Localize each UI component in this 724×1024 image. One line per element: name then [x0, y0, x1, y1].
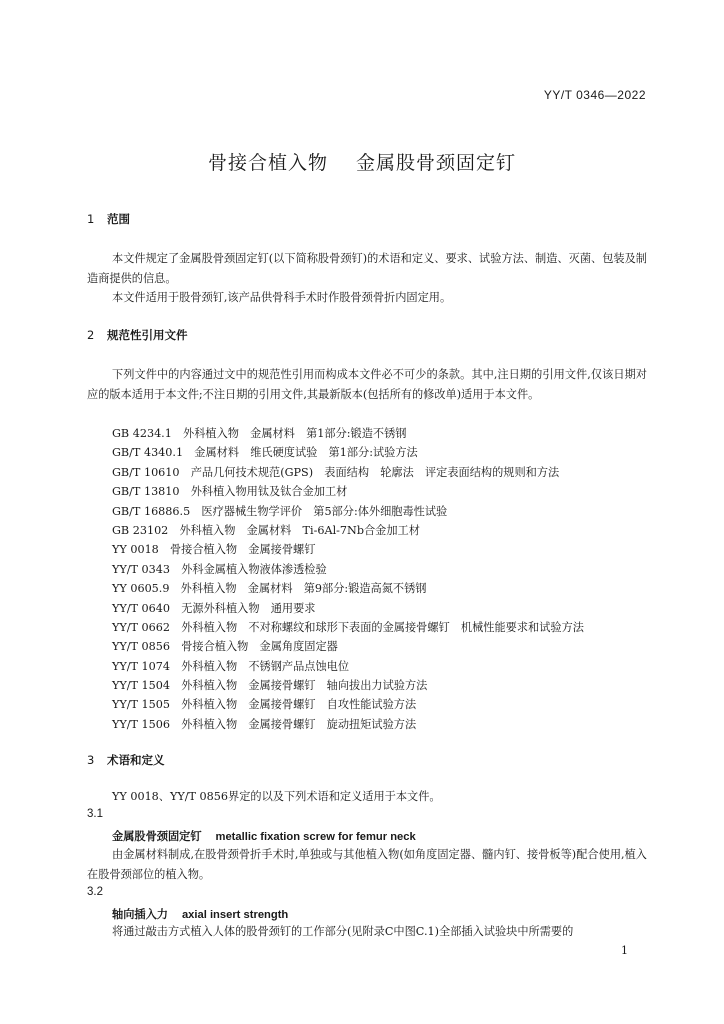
- reference-item: YY/T 0343 外科金属植入物液体渗透检验: [112, 562, 327, 576]
- section-title: 术语和定义: [107, 753, 165, 767]
- reference-item: GB 23102 外科植入物 金属材料 Ti-6Al-7Nb合金加工材: [112, 523, 420, 537]
- reference-item: GB/T 10610 产品几何技术规范(GPS) 表面结构 轮廓法 评定表面结构的规则和方法: [112, 465, 560, 479]
- reference-item: GB 4234.1 外科植入物 金属材料 第1部分:锻造不锈钢: [112, 427, 407, 440]
- term-number: 3.1: [87, 808, 103, 820]
- term-chinese: 轴向插入力: [112, 908, 168, 921]
- section-number: 2: [87, 328, 95, 342]
- term-definition: 由金属材料制成,在股骨颈骨折手术时,单独或与其他植入物(如角度固定器、髓内钉、接骨板等)配合使用,植入在股骨颈部位的植入物。: [87, 848, 647, 881]
- scope-paragraph-2: 本文件适用于股骨颈钉,该产品供骨科手术时作股骨颈骨折内固定用。: [112, 291, 452, 304]
- title-part-1: 骨接合植入物: [207, 152, 328, 174]
- section-2-heading: [87, 327, 188, 343]
- reference-item: YY 0018 骨接合植入物 金属接骨螺钉: [112, 543, 316, 557]
- reference-item: GB/T 13810 外科植入物用钛及钛合金加工材: [112, 485, 348, 499]
- terms-intro: YY 0018、YY/T 0856界定的以及下列术语和定义适用于本文件。: [112, 790, 441, 803]
- reference-item: GB/T 16886.5 医疗器械生物学评价 第5部分:体外细胞毒性试验: [112, 504, 448, 518]
- reference-item: YY/T 0856 骨接合植入物 金属角度固定器: [112, 640, 338, 654]
- reference-item: GB/T 4340.1 金属材料 维氏硬度试验 第1部分:试验方法: [112, 446, 418, 460]
- section-number: 3: [87, 753, 95, 767]
- term-definition: 将通过敲击方式植入人体的股骨颈钉的工作部分(见附录C中图C.1)全部插入试验块中所需要的: [112, 925, 574, 938]
- document-title: [0, 148, 724, 175]
- term-number: 3.2: [87, 886, 103, 898]
- section-title: 范围: [107, 212, 130, 226]
- reference-item: YY/T 1506 外科植入物 金属接骨螺钉 旋动扭矩试验方法: [112, 717, 417, 731]
- reference-list: [112, 424, 584, 734]
- term-heading: [112, 828, 416, 844]
- title-part-2: 金属股骨颈固定钉: [356, 152, 517, 174]
- scope-paragraph-1: 本文件规定了金属股骨颈固定钉(以下简称股骨颈钉)的术语和定义、要求、试验方法、制造、灭菌、包装及制造商提供的信息。: [87, 252, 647, 285]
- reference-item: YY/T 0662 外科植入物 不对称螺纹和球形下表面的金属接骨螺钉 机械性能要求和试验方法: [112, 620, 584, 634]
- term-english: metallic fixation screw for femur neck: [215, 831, 416, 843]
- term-heading: [112, 906, 288, 922]
- term-chinese: 金属股骨颈固定钉: [112, 830, 202, 843]
- reference-item: YY/T 0640 无源外科植入物 通用要求: [112, 601, 316, 615]
- page-number: 1: [621, 944, 628, 957]
- references-intro: 下列文件中的内容通过文中的规范性引用而构成本文件必不可少的条款。其中,注日期的引用文件,仅该日期对应的版本适用于本文件;不注日期的引用文件,其最新版本(包括所有的修改单)适用于本文件。: [87, 368, 647, 401]
- section-title: 规范性引用文件: [107, 328, 188, 342]
- term-english: axial insert strength: [181, 909, 289, 921]
- section-3-heading: [87, 752, 165, 768]
- reference-item: YY 0605.9 外科植入物 金属材料 第9部分:锻造高氮不锈钢: [112, 582, 427, 596]
- reference-item: YY/T 1505 外科植入物 金属接骨螺钉 自攻性能试验方法: [112, 698, 417, 712]
- reference-item: YY/T 1504 外科植入物 金属接骨螺钉 轴向拔出力试验方法: [112, 679, 428, 693]
- section-1-heading: [87, 211, 130, 227]
- reference-item: YY/T 1074 外科植入物 不锈钢产品点蚀电位: [112, 659, 350, 673]
- standard-code: YY/T 0346—2022: [543, 88, 646, 102]
- section-number: 1: [87, 212, 95, 226]
